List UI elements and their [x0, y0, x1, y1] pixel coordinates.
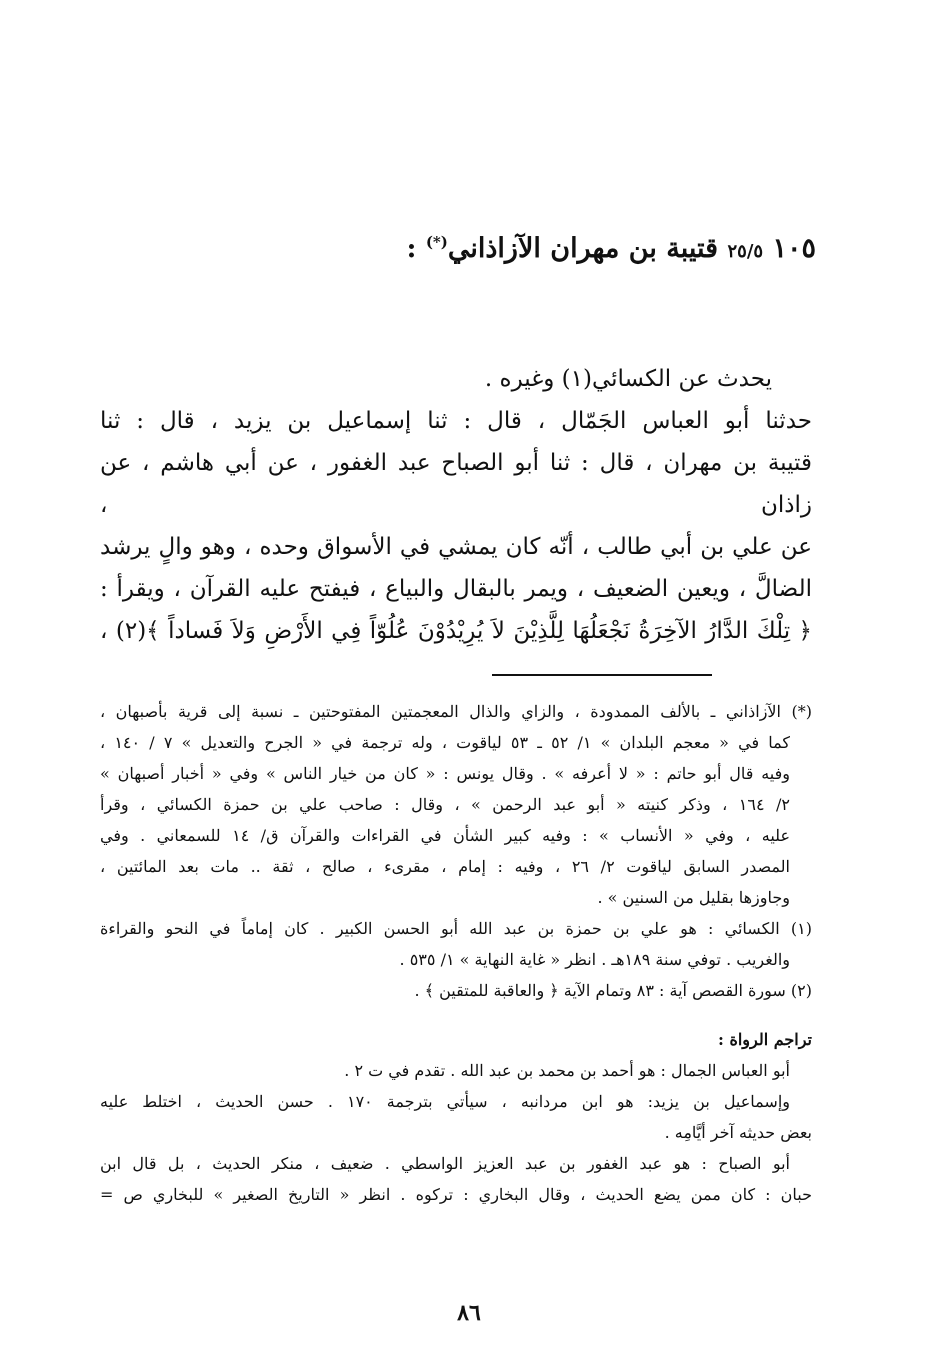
entry-mark: (*)	[425, 233, 448, 251]
footnote-line: ٢/ ١٦٤ ، وذكر كنيته « أبو عبد الرحمن » ، وقال : صاحب علي بن حمزة الكسائي ، وقرأ	[100, 795, 790, 814]
page-number: ٨٦	[457, 1300, 481, 1326]
body-line: يحدث عن الكسائي(١) وغيره .	[484, 366, 772, 392]
entry-number: ١٠٥	[772, 233, 816, 264]
narrator-line: أبو الصباح : هو عبد الغفور بن عبد العزيز الواسطي . ضعيف ، منكر الحديث ، بل قال ابن	[100, 1154, 790, 1173]
footnote-divider	[492, 674, 712, 676]
body-line: قتيبة بن مهران ، قال : ثنا أبو الصباح عبد الغفور ، عن أبي هاشم ، عن زاذان ،	[100, 450, 812, 518]
footnote-line: وجاوزها بقليل من السنين » .	[597, 888, 790, 907]
narrator-line: أبو العباس الجمال : هو أحمد بن محمد بن عبد الله . تقدم في ت ٢ .	[344, 1061, 790, 1080]
footnote-line: (١) الكسائي : هو علي بن حمزة بن عبد الله أبو الحسن الكبير . كان إماماً في النحو والقراءة	[100, 919, 813, 938]
narrator-line: حبان : كان ممن يضع الحديث ، وقال البخاري : تركوه . انظر « التاريخ الصغير » للبخاري ص =	[100, 1185, 812, 1204]
entry-colon: :	[406, 233, 417, 264]
footnote-line: (*) الآزاذاني ـ بالألف الممدودة ، والزاي والذال المعجمتين المفتوحتين ـ نسبة إلى قرية بأصبهان ،	[100, 702, 812, 721]
footnote-line: عليه ، وفي « الأنساب » : وفيه كبير الشأن في القراءات والقرآن ق/ ١٤ للسمعاني . وفي	[100, 826, 790, 845]
footnote-line: (٢) سورة القصص آية : ٨٣ وتمام الآية ﴿ والعاقبة للمتقين ﴾ .	[414, 981, 812, 1000]
body-line: الضالَّ ، ويعين الضعيف ، ويمر بالبقال والبياع ، فيفتح عليه القرآن ، ويقرأ :	[100, 576, 812, 602]
entry-name: قتيبة بن مهران الآزاذاني	[447, 233, 719, 264]
entry-title	[0, 222, 816, 272]
narrators	[100, 1024, 812, 1210]
entry-symbol: ٢٥/٥	[727, 241, 764, 262]
narrator-line: وإسماعيل بن يزيد: هو ابن مردانبه ، سيأتي بترجمة ١٧٠ . حسن الحديث ، اختلط عليه	[100, 1092, 791, 1111]
footnote-line: وفيه قال أبو حاتم : « لا أعرفه » . وقال يونس : « كان من خيار الناس » وفي « أخبار أصبهان »	[100, 764, 790, 783]
narrators-heading: تراجم الرواة :	[717, 1030, 812, 1049]
body-line: حدثنا أبو العباس الجَمّال ، قال : ثنا إسماعيل بن يزيد ، قال : ثنا	[100, 408, 812, 434]
footnotes	[100, 696, 812, 1006]
body-line: عن علي بن أبي طالب ، أنّه كان يمشي في الأسواق وحده ، وهو والٍ يرشد	[100, 534, 812, 560]
narrator-line: بعض حديثه آخر أيَّامِه .	[664, 1123, 812, 1142]
main-text	[100, 358, 812, 652]
footnote-line: والغريب . توفي سنة ١٨٩هـ . انظر « غاية النهاية » ١/ ٥٣٥ .	[399, 950, 790, 969]
footnote-line: المصدر السابق لياقوت ٢/ ٢٦ ، وفيه : إمام ، مقرىء ، صالح ، ثقة .. مات بعد المائتين ،	[100, 857, 790, 876]
footnote-line: كما في « معجم البلدان » ١/ ٥٢ ـ ٥٣ لياقوت ، وله ترجمة في « الجرح والتعديل » ٧ / ١٤٠ ،	[100, 733, 791, 752]
quran-verse-line: ﴿ تِلْكَ الدَّارُ الآخِرَةُ نَجْعَلُهَا لِلَّذِيْنَ لاَ يُرِيْدُوْنَ عُلُوّاً فِي الأَرْضِ وَلاَ فَساداً ﴾(٢) ،	[100, 618, 812, 644]
